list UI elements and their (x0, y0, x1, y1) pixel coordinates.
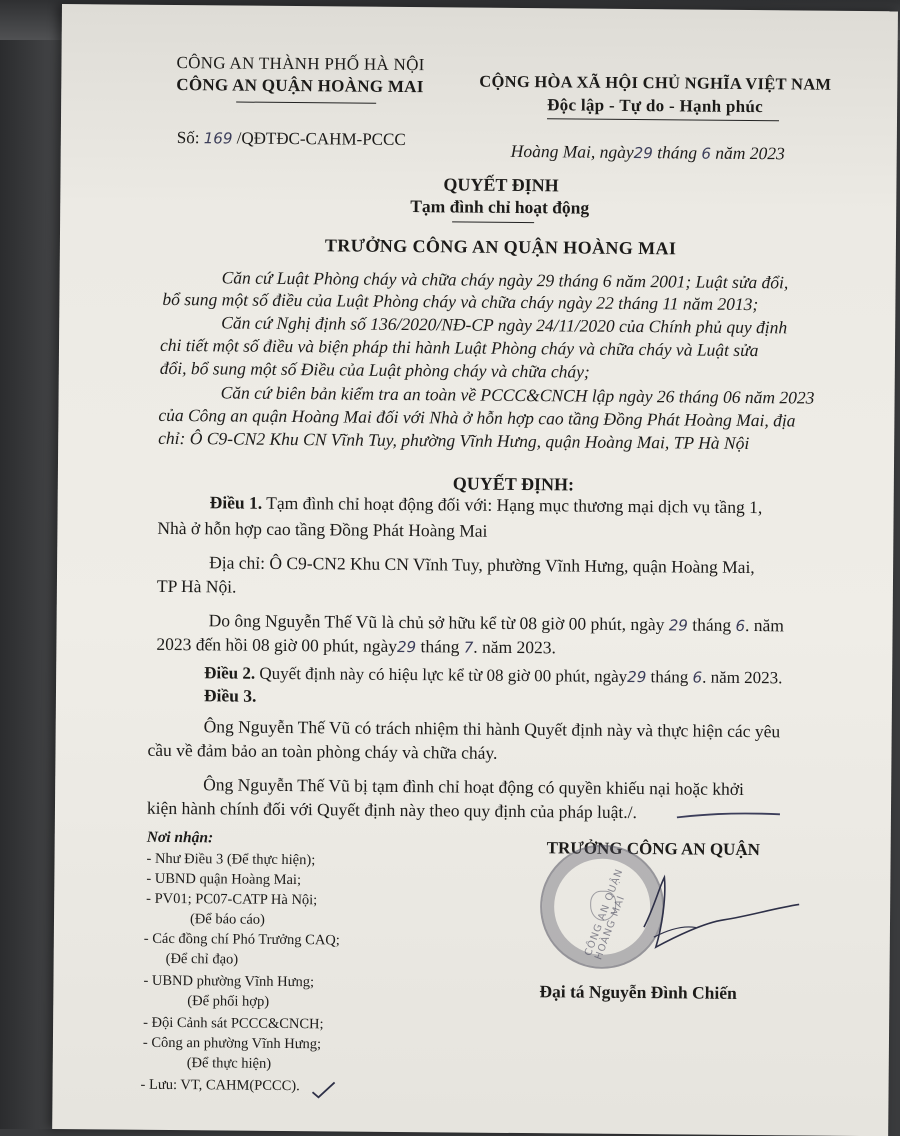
agency-underline (236, 102, 376, 104)
recipient-line: (Để phối hợp) (187, 993, 270, 1010)
motto-underline (547, 118, 779, 121)
recipient-line: - UBND phường Vĩnh Hưng; (143, 972, 315, 991)
signer-name: Đại tá Nguyễn Đình Chiến (539, 981, 737, 1003)
article-3-p1-line-2: cầu về đảm bảo an toàn phòng cháy và chữa cháy. (147, 739, 498, 763)
basis-line-1: Căn cứ Luật Phòng cháy và chữa cháy ngày 29 tháng 6 năm 2001; Luật sửa đổi, (221, 267, 789, 293)
article-3-p2-line-2: kiện hành chính đối với Quyết định này theo quy định của pháp luật./. (146, 797, 637, 823)
recipient-line: - Công an phường Vĩnh Hưng; (142, 1034, 322, 1053)
recipient-line: - Lưu: VT, CAHM(PCCC). (140, 1076, 300, 1095)
article-1 (210, 492, 763, 518)
authority-title: TRƯỞNG CÔNG AN QUẬN HOÀNG MAI (324, 235, 677, 259)
basis-line-2: bổ sung một số điều của Luật Phòng cháy và chữa cháy ngày 22 tháng 11 năm 2013; (162, 288, 759, 315)
number-suffix: /QĐTĐC-CAHM-PCCC (236, 128, 406, 150)
article-1-line-1: Tạm đình chỉ hoạt động đối với: Hạng mục thương mại dịch vụ tầng 1, (266, 492, 763, 518)
basis-line-5: đổi, bổ sung một số Điều của Luật phòng cháy và chữa cháy; (159, 357, 590, 382)
basis-line-6: Căn cứ biên bản kiểm tra an toàn về PCCC&CNCH lập ngày 26 tháng 06 năm 2023 (220, 382, 815, 408)
recipient-line: (Để chỉ đạo) (165, 950, 239, 968)
document-date: Hoàng Mai, ngày29 tháng 6 năm 2023 (510, 140, 785, 164)
agency-name: CÔNG AN QUẬN HOÀNG MAI (176, 75, 424, 97)
basis-line-7: của Công an quận Hoàng Mai đối với Nhà ở hỗn hợp cao tầng Đồng Phát Hoàng Mai, địa (158, 404, 796, 431)
end-stroke-mark (675, 805, 785, 828)
recipient-line: - PV01; PC07-CATP Hà Nội; (146, 890, 318, 909)
article-2-label: Điều 2. (204, 663, 256, 683)
article-1-address-2: TP Hà Nội. (156, 575, 237, 597)
basis-line-8: chỉ: Ô C9-CN2 Khu CN Vĩnh Tuy, phường Vĩnh Hưng, quận Hoàng Mai, TP Hà Nội (158, 427, 750, 454)
number-prefix: Số: (176, 128, 200, 148)
title-sub: Tạm đình chỉ hoạt động (410, 196, 590, 218)
recipient-line: (Để báo cáo) (189, 911, 265, 928)
recipient-line: - Như Điều 3 (Để thực hiện); (146, 850, 316, 869)
recipient-line: - Các đồng chí Phó Trưởng CAQ; (143, 930, 340, 949)
signature-title: TRƯỞNG CÔNG AN QUẬN (546, 838, 761, 860)
basis-line-4: chi tiết một số điều và biện pháp thi hành Luật Phòng cháy và chữa cháy và Luật sửa (159, 334, 759, 361)
title-main: QUYẾT ĐỊNH (443, 174, 559, 196)
recipients-heading: Nơi nhận: (146, 828, 214, 847)
article-3-p2-line-1: Ông Nguyễn Thế Vũ bị tạm đình chỉ hoạt động có quyền khiếu nại hoặc khởi (203, 774, 745, 799)
document-number (177, 128, 406, 150)
nation-name: CỘNG HÒA XÃ HỘI CHỦ NGHĨA VIỆT NAM (479, 71, 832, 94)
agency-parent: CÔNG AN THÀNH PHỐ HÀ NỘI (176, 53, 425, 75)
article-2: Điều 2. Quyết định này có hiệu lực kể từ 08 giờ 00 phút, ngày29 tháng 6. năm 2023. (204, 663, 783, 688)
recipient-line: - Đội Cảnh sát PCCC&CNCH; (143, 1014, 324, 1033)
seal-text: CÔNG AN QUẬN HOÀNG MAI (582, 867, 628, 962)
decision-heading: QUYẾT ĐỊNH: (452, 473, 575, 495)
recipient-line: - UBND quận Hoàng Mai; (146, 870, 302, 889)
number-handwritten: 169 (203, 129, 233, 148)
handwritten-signature (584, 867, 805, 979)
article-1-label: Điều 1. (209, 492, 263, 513)
recipient-line: (Để thực hiện) (186, 1055, 272, 1072)
document-page (52, 4, 898, 1136)
basis-line-3: Căn cứ Nghị định số 136/2020/NĐ-CP ngày 24/11/2020 của Chính phủ quy định (221, 312, 788, 338)
nation-motto: Độc lập - Tự do - Hạnh phúc (547, 95, 764, 117)
check-mark-icon (310, 1080, 336, 1100)
article-1-owner-1: Do ông Nguyễn Thế Vũ là chủ sở hữu kể từ 08 giờ 00 phút, ngày 29 tháng 6. năm (208, 610, 785, 636)
title-underline (452, 221, 534, 223)
article-1-address-1: Địa chỉ: Ô C9-CN2 Khu CN Vĩnh Tuy, phường Vĩnh Hưng, quận Hoàng Mai, (209, 552, 755, 578)
article-3-label: Điều 3. (203, 685, 257, 706)
article-1-owner-2: 2023 đến hồi 08 giờ 00 phút, ngày29 tháng 7. năm 2023. (156, 633, 557, 658)
article-3-p1-line-1: Ông Nguyễn Thế Vũ có trách nhiệm thi hành Quyết định này và thực hiện các yêu (203, 716, 781, 742)
article-1-line-2: Nhà ở hỗn hợp cao tầng Đồng Phát Hoàng Mai (157, 517, 488, 541)
